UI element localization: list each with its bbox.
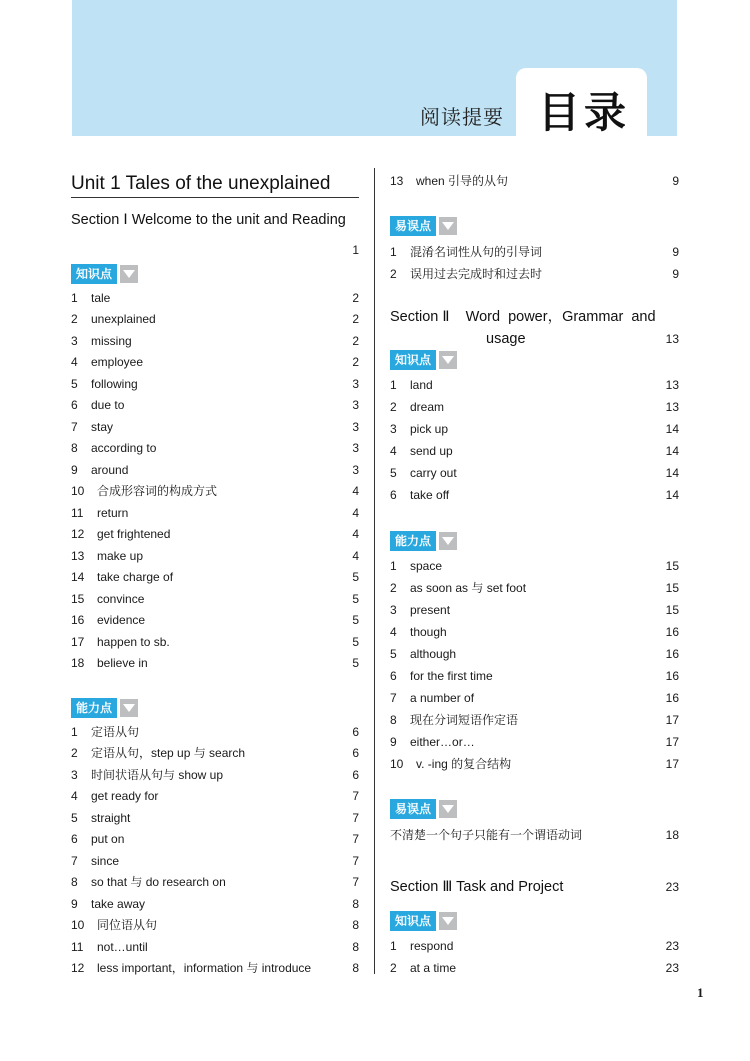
list-item <box>390 441 679 461</box>
item-number: 1 <box>390 939 397 953</box>
section-1-page: 1 <box>352 243 359 257</box>
list-item <box>390 600 679 620</box>
badge-knowledge-points <box>390 911 457 931</box>
list-item <box>71 524 359 544</box>
item-page: 5 <box>352 570 359 585</box>
list-item <box>390 578 679 598</box>
item-number: 7 <box>71 419 78 434</box>
item-text: respond <box>410 939 454 953</box>
item-number: 13 <box>71 548 85 563</box>
item-text: 混淆名词性从句的引导词 <box>410 245 543 259</box>
chevron-down-icon <box>439 351 457 369</box>
item-number: 4 <box>390 625 397 639</box>
badge-knowledge-points <box>390 350 457 370</box>
item-text: 误用过去完成时和过去时 <box>410 267 543 281</box>
list-item <box>71 417 359 437</box>
item-page: 3 <box>352 441 359 456</box>
item-text: due to <box>91 398 125 413</box>
item-page: 6 <box>352 725 359 739</box>
item-page: 6 <box>352 746 359 761</box>
item-number: 2 <box>390 267 397 281</box>
item-number: 2 <box>390 961 397 975</box>
item-number: 6 <box>390 669 397 683</box>
list-item <box>71 829 359 849</box>
item-text: a number of <box>410 691 475 705</box>
item-text: since <box>91 853 120 868</box>
item-page: 8 <box>352 896 359 911</box>
item-number: 7 <box>390 691 397 705</box>
item-page: 16 <box>665 669 679 683</box>
item-number: 4 <box>390 444 397 458</box>
item-text: 合成形容词的构成方式 <box>97 484 218 499</box>
item-text: convince <box>97 591 145 606</box>
item-number: 2 <box>71 312 78 327</box>
item-number: 9 <box>390 735 397 749</box>
item-text: following <box>91 376 138 391</box>
item-text: unexplained <box>91 312 156 327</box>
item-text: missing <box>91 333 132 348</box>
item-page: 17 <box>665 735 679 749</box>
item-number: 9 <box>71 896 78 911</box>
item-page: 23 <box>665 939 679 953</box>
item-page: 13 <box>665 400 679 414</box>
item-page: 16 <box>665 691 679 705</box>
item-page: 5 <box>352 591 359 606</box>
list-item <box>390 171 679 191</box>
item-text: 同位语从句 <box>97 918 158 933</box>
section-2-title: Section Ⅱ Word power，Grammar and <box>390 309 656 325</box>
item-page: 14 <box>665 422 679 436</box>
item-page: 16 <box>665 625 679 639</box>
item-text: employee <box>91 355 144 370</box>
item-number: 12 <box>71 527 85 542</box>
item-page: 9 <box>672 174 679 188</box>
item-number: 13 <box>390 174 404 188</box>
list-item <box>390 242 679 262</box>
list-item <box>71 589 359 609</box>
item-page: 13 <box>665 378 679 392</box>
item-text: when 引导的从句 <box>416 174 509 188</box>
item-number: 11 <box>71 939 84 954</box>
item-number: 3 <box>390 603 397 617</box>
item-number: 11 <box>71 505 84 520</box>
item-text: at a time <box>410 961 457 975</box>
list-item <box>71 743 359 763</box>
list-item <box>71 632 359 652</box>
list-item <box>71 722 359 742</box>
item-page: 8 <box>352 960 359 975</box>
badge-label: 知识点 <box>71 264 117 284</box>
item-page: 8 <box>352 918 359 933</box>
list-item <box>71 894 359 914</box>
list-item <box>71 872 359 892</box>
badge-knowledge-points <box>71 264 138 284</box>
item-number: 1 <box>390 559 397 573</box>
badge-label: 知识点 <box>390 911 436 931</box>
item-page: 7 <box>352 853 359 868</box>
item-page: 14 <box>665 466 679 480</box>
list-item <box>390 622 679 642</box>
item-page: 18 <box>665 828 679 842</box>
list-item <box>390 666 679 686</box>
item-text: 定语从句 <box>91 725 140 739</box>
item-text: take charge of <box>97 570 174 585</box>
item-text: according to <box>91 441 157 456</box>
item-page: 2 <box>352 291 359 305</box>
item-page: 5 <box>352 613 359 628</box>
item-number: 3 <box>71 333 78 348</box>
badge-label: 易误点 <box>390 799 436 819</box>
item-number: 12 <box>71 960 85 975</box>
unit-title-rule <box>71 197 359 198</box>
item-page: 9 <box>672 245 679 259</box>
item-text: v. -ing 的复合结构 <box>416 757 512 771</box>
list-item <box>71 331 359 351</box>
item-page: 17 <box>665 713 679 727</box>
item-page: 5 <box>352 634 359 649</box>
item-page: 4 <box>352 505 359 520</box>
item-number: 3 <box>71 767 78 782</box>
item-number: 2 <box>390 400 397 414</box>
item-page: 9 <box>672 267 679 281</box>
item-number: 6 <box>390 488 397 502</box>
list-item <box>71 288 359 308</box>
section-2-page: 13 <box>665 332 679 346</box>
item-number: 1 <box>390 245 397 259</box>
item-text: happen to sb. <box>97 634 170 649</box>
list-item <box>71 786 359 806</box>
item-text: dream <box>410 400 445 414</box>
section-1-title: Section Ⅰ Welcome to the unit and Reading <box>71 212 346 228</box>
item-text: 不清楚一个句子只能有一个谓语动词 <box>390 828 583 842</box>
page-title: 目录 <box>538 89 631 136</box>
item-text: around <box>91 462 129 477</box>
section-3-page: 23 <box>665 880 679 894</box>
item-number: 16 <box>71 613 85 628</box>
item-text: get ready for <box>91 789 159 804</box>
item-number: 1 <box>71 725 78 739</box>
item-page: 4 <box>352 527 359 542</box>
list-item <box>71 352 359 372</box>
item-text: as soon as 与 set foot <box>410 581 527 595</box>
item-number: 17 <box>71 634 85 649</box>
list-item <box>390 688 679 708</box>
list-item <box>71 546 359 566</box>
item-page: 6 <box>352 767 359 782</box>
list-item <box>390 375 679 395</box>
item-page: 15 <box>665 559 679 573</box>
badge-ability-points <box>390 531 457 551</box>
item-text: carry out <box>410 466 457 480</box>
item-text: 现在分词短语作定语 <box>410 713 519 727</box>
item-text: present <box>410 603 451 617</box>
item-text: send up <box>410 444 453 458</box>
item-text: space <box>410 559 443 573</box>
item-page: 4 <box>352 484 359 499</box>
badge-label: 易误点 <box>390 216 436 236</box>
item-number: 3 <box>390 422 397 436</box>
list-item <box>71 851 359 871</box>
badge-error-points <box>390 216 457 236</box>
item-number: 1 <box>390 378 397 392</box>
chevron-down-icon <box>439 532 457 550</box>
item-number: 7 <box>71 853 78 868</box>
item-number: 8 <box>71 441 78 456</box>
item-text: believe in <box>97 655 148 670</box>
section-3-title: Section Ⅲ Task and Project <box>390 879 564 895</box>
item-page: 2 <box>352 333 359 348</box>
item-text: make up <box>97 548 144 563</box>
item-number: 8 <box>390 713 397 727</box>
item-text: put on <box>91 832 125 847</box>
item-text: tale <box>91 291 111 305</box>
item-page: 7 <box>352 832 359 847</box>
list-item <box>71 374 359 394</box>
item-page: 15 <box>665 603 679 617</box>
item-number: 18 <box>71 655 85 670</box>
list-item <box>390 825 679 845</box>
item-text: stay <box>91 419 114 434</box>
item-text: though <box>410 625 447 639</box>
list-item <box>390 936 679 956</box>
item-number: 2 <box>71 746 78 761</box>
list-item <box>390 397 679 417</box>
list-item <box>71 610 359 630</box>
list-item <box>71 438 359 458</box>
item-page: 3 <box>352 419 359 434</box>
item-number: 2 <box>390 581 397 595</box>
chevron-down-icon <box>439 912 457 930</box>
list-item <box>71 395 359 415</box>
item-page: 23 <box>665 961 679 975</box>
list-item <box>71 915 359 935</box>
list-item <box>390 710 679 730</box>
item-number: 5 <box>390 647 397 661</box>
section-2-title-line2: usage <box>486 331 526 347</box>
list-item <box>390 732 679 752</box>
item-page: 17 <box>665 757 679 771</box>
badge-label: 知识点 <box>390 350 436 370</box>
badge-error-points <box>390 799 457 819</box>
chevron-down-icon <box>120 265 138 283</box>
badge-ability-points <box>71 698 138 718</box>
item-page: 16 <box>665 647 679 661</box>
item-page: 3 <box>352 462 359 477</box>
item-number: 10 <box>71 918 85 933</box>
item-number: 8 <box>71 875 78 890</box>
item-text: take away <box>91 896 146 911</box>
list-item <box>390 419 679 439</box>
item-text: return <box>97 505 129 520</box>
item-number: 5 <box>71 810 78 825</box>
list-item <box>71 460 359 480</box>
item-page: 4 <box>352 548 359 563</box>
list-item <box>71 309 359 329</box>
item-text: less important，information 与 introduce <box>97 960 312 975</box>
list-item <box>71 958 359 978</box>
item-number: 4 <box>71 789 78 804</box>
list-item <box>390 264 679 284</box>
list-item <box>390 463 679 483</box>
item-text: 定语从句，step up 与 search <box>91 746 246 761</box>
chevron-down-icon <box>120 699 138 717</box>
item-text: straight <box>91 810 131 825</box>
item-text: although <box>410 647 457 661</box>
item-text: for the first time <box>410 669 493 683</box>
list-item <box>71 481 359 501</box>
item-page: 7 <box>352 789 359 804</box>
list-item <box>71 653 359 673</box>
list-item <box>390 958 679 978</box>
item-page: 3 <box>352 398 359 413</box>
item-number: 4 <box>71 355 78 370</box>
list-item <box>71 808 359 828</box>
column-divider <box>374 168 375 974</box>
item-number: 10 <box>71 484 85 499</box>
item-text: pick up <box>410 422 449 436</box>
item-number: 6 <box>71 832 78 847</box>
badge-label: 能力点 <box>390 531 436 551</box>
list-item <box>390 644 679 664</box>
item-number: 6 <box>71 398 78 413</box>
list-item <box>71 765 359 785</box>
item-page: 7 <box>352 875 359 890</box>
item-number: 5 <box>71 376 78 391</box>
item-page: 5 <box>352 655 359 670</box>
item-page: 15 <box>665 581 679 595</box>
header-subtitle: 阅读提要 <box>420 107 504 129</box>
item-text: not…until <box>97 939 148 954</box>
item-number: 14 <box>71 570 85 585</box>
item-number: 5 <box>390 466 397 480</box>
item-page: 14 <box>665 444 679 458</box>
item-page: 2 <box>352 312 359 327</box>
list-item <box>390 754 679 774</box>
item-page: 14 <box>665 488 679 502</box>
item-text: 时间状语从句与 show up <box>91 767 224 782</box>
item-text: land <box>410 378 433 392</box>
item-text: get frightened <box>97 527 171 542</box>
item-page: 8 <box>352 939 359 954</box>
item-number: 9 <box>71 462 78 477</box>
chevron-down-icon <box>439 217 457 235</box>
unit-title: Unit 1 Tales of the unexplained <box>71 173 331 194</box>
item-page: 3 <box>352 376 359 391</box>
item-text: take off <box>410 488 450 502</box>
chevron-down-icon <box>439 800 457 818</box>
item-text: either…or… <box>410 735 475 749</box>
item-number: 10 <box>390 757 404 771</box>
item-number: 15 <box>71 591 85 606</box>
item-page: 2 <box>352 355 359 370</box>
item-page: 7 <box>352 810 359 825</box>
page-number: 1 <box>697 985 704 1000</box>
badge-label: 能力点 <box>71 698 117 718</box>
item-text: so that 与 do research on <box>91 875 226 890</box>
list-item <box>71 503 359 523</box>
list-item <box>390 556 679 576</box>
item-number: 1 <box>71 291 78 305</box>
list-item <box>390 485 679 505</box>
item-text: evidence <box>97 613 146 628</box>
list-item <box>71 567 359 587</box>
list-item <box>71 937 359 957</box>
